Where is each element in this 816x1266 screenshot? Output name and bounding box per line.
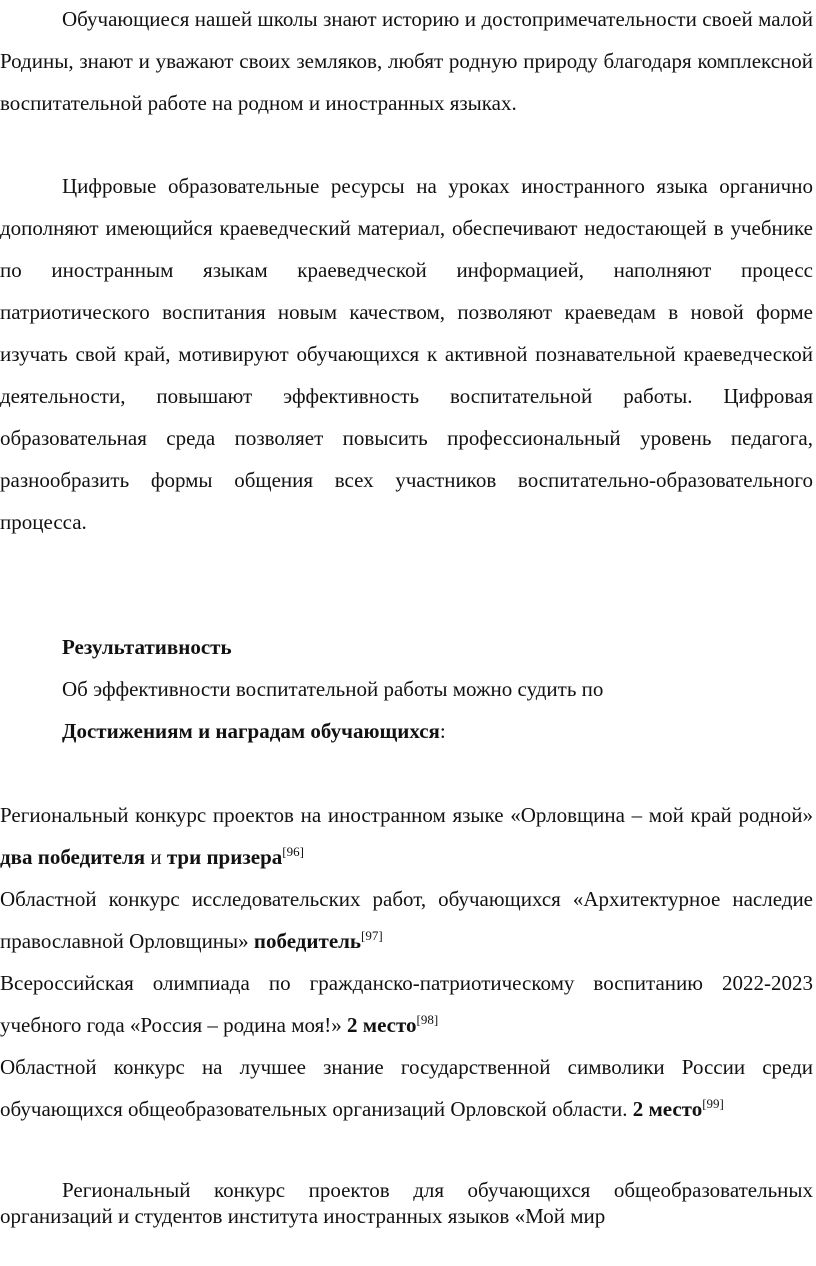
achievement-result: 2 место [347, 1013, 417, 1037]
achievement-result-secondary: три призера [166, 845, 283, 869]
achievement-reference: [96] [282, 844, 304, 859]
achievements-subheading [62, 710, 446, 752]
section-intro: Об эффективности воспитательной работы можно судить по [62, 677, 604, 701]
achievement-text: Всероссийская олимпиада по гражданско-патриотическому воспитанию 2022-2023 учебного года «Россия – родина моя!» [0, 971, 813, 1037]
achievements-subheading-colon: : [439, 719, 446, 743]
achievement-item [0, 1046, 813, 1130]
paragraph-regional-contest: Региональный конкурс проектов для обучающихся общеобразовательных организаций и студентов института иностранных языков «Мой мир [0, 1178, 813, 1228]
achievement-reference: [99] [702, 1096, 724, 1111]
achievement-text: Региональный конкурс проектов на иностранном языке «Орловщина – мой край родной» [0, 803, 813, 827]
achievement-item [0, 794, 813, 878]
achievement-reference: [98] [416, 1012, 439, 1027]
section-heading-text: Результативность [62, 635, 232, 659]
achievement-result: два победителя [0, 845, 146, 869]
paragraph-digital-resources: Цифровые образовательные ресурсы на уроках иностранного языка органично дополняют имеющийся краеведческий материал, обеспечивают недостающей в учебнике по иностранным языкам краеведческой информацией, наполняют процесс патриотического воспитания новым качеством, позволяют краеведам в новой форме изучать свой край, мотивируют обучающихся к активной познавательной краеведческой деятельности, повышают эффективность воспитательной работы. Цифровая образовательная среда позволяет повысить профессиональный уровень педагога, разнообразить формы общения всех участников воспитательно-образовательного процесса. [0, 174, 813, 534]
achievement-text: Областной конкурс исследовательских работ, обучающихся «Архитектурное наследие православной Орловщины» [0, 887, 813, 953]
achievement-reference: [97] [361, 928, 383, 943]
section-heading [62, 626, 232, 668]
achievement-text: Областной конкурс на лучшее знание государственной символики России среди обучающихся общеобразовательных организаций Орловской области. [0, 1055, 813, 1121]
achievements-subheading-text: Достижениям и наградам обучающихся [62, 719, 440, 743]
achievement-item [0, 878, 813, 962]
achievement-result: 2 место [632, 1097, 703, 1121]
achievement-connector: и [145, 845, 167, 869]
achievement-result: победитель [253, 929, 362, 953]
achievement-item [0, 962, 813, 1046]
paragraph-school-history: Обучающиеся нашей школы знают историю и достопримечательности своей малой Родины, знают и уважают своих земляков, любят родную природу благодаря комплексной воспитательной работе на родном и иностранных языках. [0, 7, 813, 115]
